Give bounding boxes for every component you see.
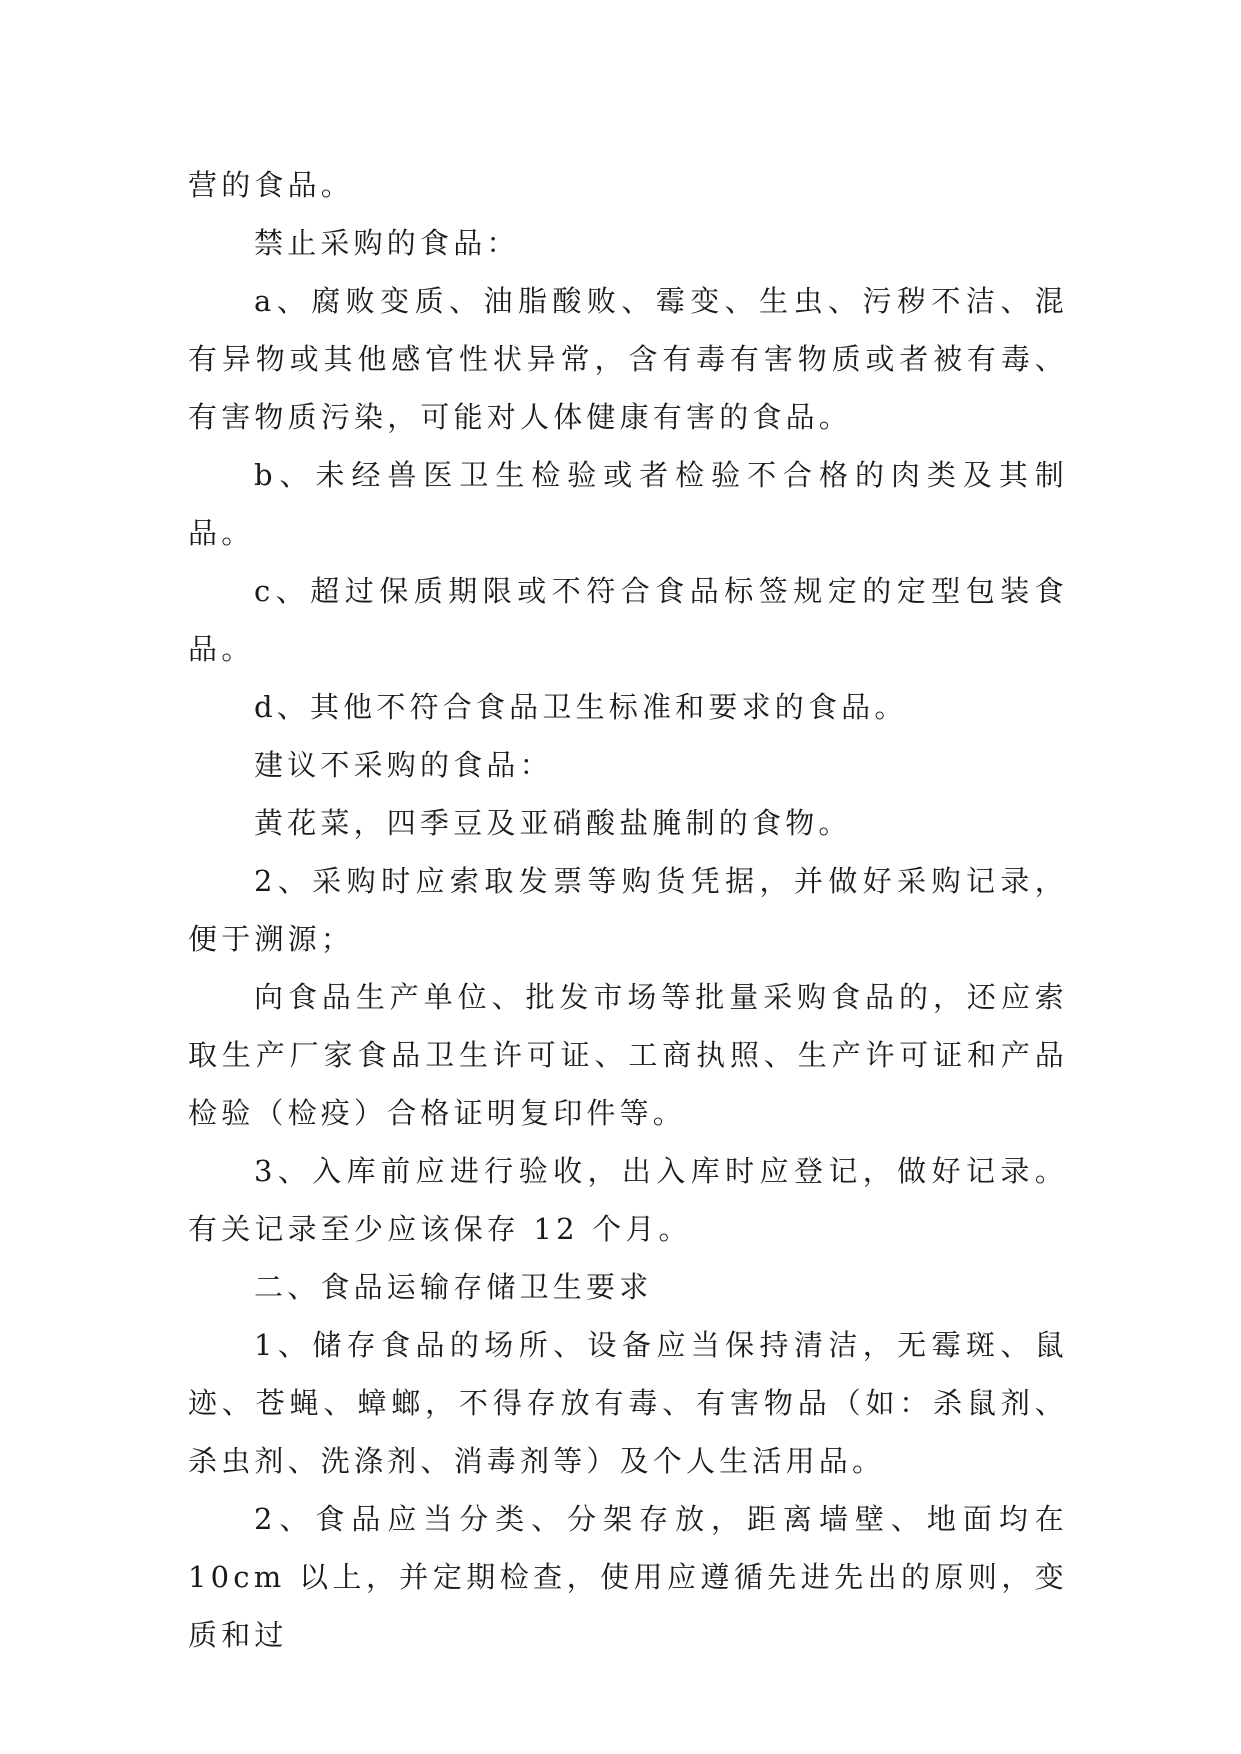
paragraph-item-3-storage-record: 3、入库前应进行验收，出入库时应登记，做好记录。有关记录至少应该保存 12 个月。 xyxy=(188,1154,1068,1246)
document-body xyxy=(188,156,1068,1664)
paragraph-storage-item-2: 2、食品应当分类、分架存放，距离墙壁、地面均在 10cm 以上，并定期检查，使用应遵循先进先出的原则，变质和过 xyxy=(188,1502,1068,1652)
paragraph-storage-item-1: 1、储存食品的场所、设备应当保持清洁，无霉斑、鼠迹、苍蝇、蟑螂，不得存放有毒、有害物品（如：杀鼠剂、杀虫剂、洗涤剂、消毒剂等）及个人生活用品。 xyxy=(188,1328,1068,1478)
paragraph-item-c: c、超过保质期限或不符合食品标签规定的定型包装食品。 xyxy=(188,574,1068,666)
paragraph-item-2-purchase: 2、采购时应索取发票等购货凭据，并做好采购记录，便于溯源； xyxy=(188,864,1068,956)
section-heading-transport-storage: 二、食品运输存储卫生要求 xyxy=(254,1270,653,1304)
paragraph-item-d: d、其他不符合食品卫生标准和要求的食品。 xyxy=(254,690,908,724)
paragraph-recommended-heading: 建议不采购的食品： xyxy=(254,748,553,782)
paragraph-prohibited-heading: 禁止采购的食品： xyxy=(254,226,520,260)
paragraph-bulk-purchase: 向食品生产单位、批发市场等批量采购食品的，还应索取生产厂家食品卫生许可证、工商执照、生产许可证和产品检验（检疫）合格证明复印件等。 xyxy=(188,980,1068,1130)
paragraph-item-b: b、未经兽医卫生检验或者检验不合格的肉类及其制品。 xyxy=(188,458,1068,550)
paragraph-continuation: 营的食品。 xyxy=(188,168,355,202)
paragraph-item-a: a、腐败变质、油脂酸败、霉变、生虫、污秽不洁、混有异物或其他感官性状异常，含有毒有害物质或者被有毒、有害物质污染，可能对人体健康有害的食品。 xyxy=(188,284,1068,434)
paragraph-recommended-list: 黄花菜，四季豆及亚硝酸盐腌制的食物。 xyxy=(254,806,852,840)
